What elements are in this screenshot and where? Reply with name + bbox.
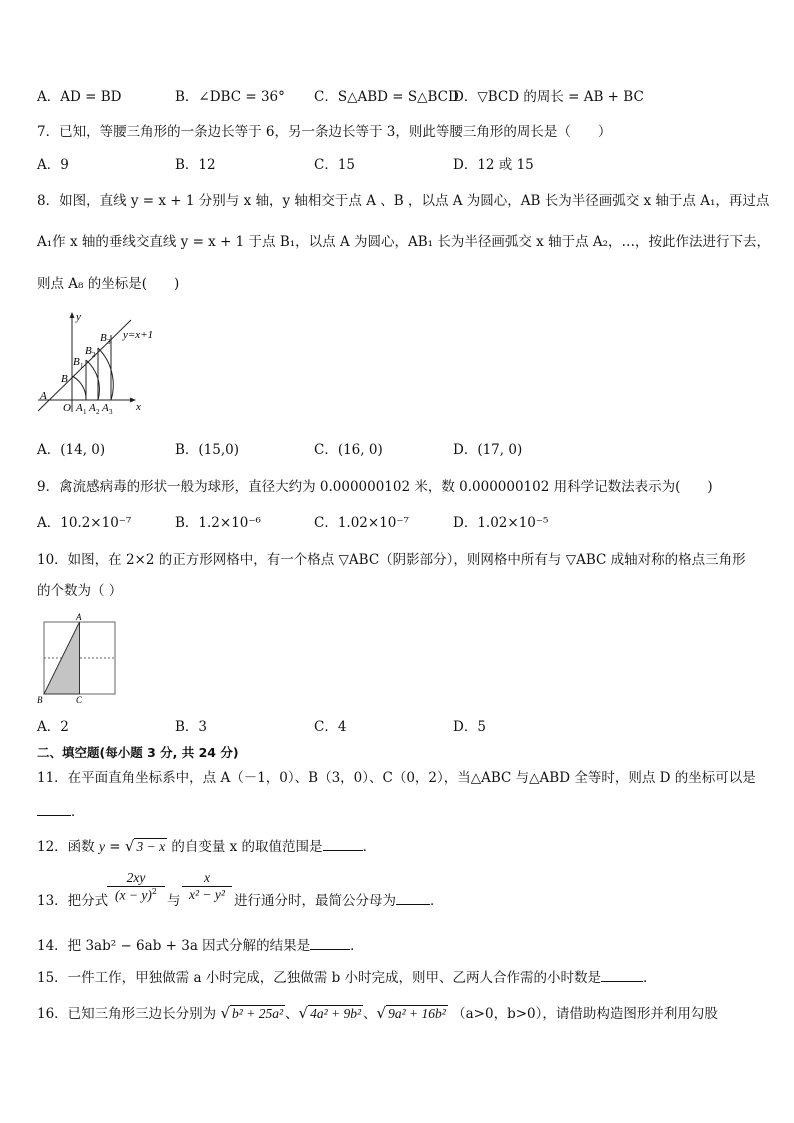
label-a1: A bbox=[76, 402, 83, 414]
q7-option-d[interactable]: D．12 或 15 bbox=[453, 157, 534, 173]
line-y-x-plus-1 bbox=[38, 320, 131, 411]
label-a2-sub: 2 bbox=[96, 408, 100, 416]
q9-option-d[interactable]: D．1.02×10⁻⁵ bbox=[453, 515, 549, 531]
q10-option-a[interactable]: A．2 bbox=[37, 719, 69, 735]
q13-frac1-den: (x − y) bbox=[115, 887, 152, 903]
label-y: y bbox=[76, 311, 81, 323]
q13-pre: 13．把分式 bbox=[37, 893, 109, 909]
arc-ab1-to-a2 bbox=[86, 360, 99, 400]
label-b3: B bbox=[100, 332, 107, 344]
q11-stem-line1: 11．在平面直角坐标系中，点 A（－1，0）、B（3，0）、C（0，2），当△ABC 与△ABD 全等时，则点 D 的坐标可以是 bbox=[37, 770, 756, 786]
label-a3: A bbox=[102, 402, 109, 414]
q10-figure bbox=[36, 610, 126, 708]
label-b3-sub: 3 bbox=[107, 338, 111, 346]
q9-option-a[interactable]: A．10.2×10⁻⁷ bbox=[37, 515, 132, 531]
q13-frac1 bbox=[107, 870, 165, 904]
q14-text: 14．把 3ab² − 6ab + 3a 因式分解的结果是 bbox=[37, 938, 311, 954]
q16-sep-2: 、 bbox=[363, 1006, 377, 1022]
q16-sep-1: 、 bbox=[285, 1006, 299, 1022]
q16-radicand-2: 4a² + 9b² bbox=[310, 1006, 362, 1021]
q10-option-b[interactable]: B．3 bbox=[175, 719, 208, 735]
q13-frac1-num: 2xy bbox=[107, 870, 165, 887]
label-x: x bbox=[136, 401, 141, 413]
q16-stem bbox=[37, 1004, 764, 1023]
label-a3-sub: 3 bbox=[109, 408, 113, 416]
label-a: A bbox=[40, 390, 47, 402]
q10-option-d[interactable]: D．5 bbox=[453, 719, 486, 735]
arc-ab-to-a1 bbox=[72, 376, 86, 400]
q13-post: 进行通分时，最简公分母为 bbox=[234, 893, 396, 909]
q10-option-c[interactable]: C．4 bbox=[314, 719, 347, 735]
label-a: A bbox=[76, 612, 82, 622]
q12-answer-blank[interactable] bbox=[323, 836, 363, 851]
q12-stem bbox=[37, 836, 764, 856]
q8-stem-line3: 则点 A₈ 的坐标是( ) bbox=[37, 276, 180, 292]
q12-end: ． bbox=[362, 839, 377, 855]
q12-eq: = bbox=[109, 839, 121, 855]
q13-end: ． bbox=[430, 893, 444, 909]
label-b1: B bbox=[73, 356, 80, 368]
q14-end: ． bbox=[350, 938, 364, 954]
q10-stem-line1: 10．如图，在 2×2 的正方形网格中，有一个格点 ▽ABC（阴影部分），则网格中所有与 ▽ABC 成轴对称的格点三角形 bbox=[37, 552, 746, 568]
q15-end: . bbox=[643, 970, 648, 986]
q8-option-b[interactable]: B．(15,0) bbox=[175, 442, 240, 458]
q16-sqrt-1: √ b² + 25a² bbox=[220, 1004, 284, 1022]
q12-sqrt: √ 3 − x bbox=[124, 837, 166, 855]
q13-frac2 bbox=[182, 870, 232, 903]
q6-option-d[interactable]: D．▽BCD 的周长 = AB + BC bbox=[453, 89, 644, 105]
q11-end: ． bbox=[71, 804, 85, 820]
q13-mid: 与 bbox=[167, 893, 181, 909]
q11-answer-blank[interactable] bbox=[37, 801, 71, 816]
q15-answer-blank[interactable] bbox=[601, 967, 643, 982]
label-c: C bbox=[76, 695, 83, 705]
q7-option-b[interactable]: B．12 bbox=[175, 157, 216, 173]
q13-answer-blank[interactable] bbox=[396, 890, 430, 905]
q8-option-a[interactable]: A．(14, 0) bbox=[37, 442, 106, 458]
q7-option-a[interactable]: A．9 bbox=[37, 157, 69, 173]
q9-option-b[interactable]: B．1.2×10⁻⁶ bbox=[175, 515, 261, 531]
q16-pre: 16．已知三角形三边长分别为 bbox=[37, 1006, 217, 1022]
y-axis-arrow bbox=[70, 312, 75, 318]
q7-stem: 7．已知，等腰三角形的一条边长等于 6，另一条边长等于 3，则此等腰三角形的周长是（ ） bbox=[37, 124, 612, 140]
q15-stem bbox=[37, 967, 764, 987]
q12-y: y bbox=[98, 839, 105, 854]
label-line: y=x+1 bbox=[123, 329, 154, 341]
q15-text: 15．一件工作，甲独做需 a 小时完成，乙独做需 b 小时完成，则甲、乙两人合作需的小时数是 bbox=[37, 970, 602, 986]
q13-stem bbox=[37, 870, 764, 910]
q8-option-c[interactable]: C．(16, 0) bbox=[314, 442, 383, 458]
q10-stem-line2: 的个数为（ ） bbox=[37, 583, 123, 599]
label-b: B bbox=[61, 373, 68, 385]
q6-option-c[interactable]: C．S△ABD = S△BCD bbox=[314, 89, 459, 105]
section-2-heading: 二、填空题(每小题 3 分, 共 24 分) bbox=[37, 745, 239, 760]
q7-option-c[interactable]: C．15 bbox=[314, 157, 356, 173]
q8-option-d[interactable]: D．(17, 0) bbox=[453, 442, 523, 458]
label-b: B bbox=[37, 695, 43, 705]
label-b1-sub: 1 bbox=[80, 362, 84, 370]
q9-option-c[interactable]: C．1.02×10⁻⁷ bbox=[314, 515, 409, 531]
q6-option-a[interactable]: A．AD = BD bbox=[37, 89, 122, 105]
q14-answer-blank[interactable] bbox=[310, 935, 350, 950]
label-a2: A bbox=[89, 402, 96, 414]
q16-radicand-1: b² + 25a² bbox=[232, 1006, 284, 1021]
q8-stem-line1: 8．如图，直线 y = x + 1 分别与 x 轴，y 轴相交于点 A 、B ，以点 A 为圆心，AB 长为半径画弧交 x 轴于点 A₁，再过点 bbox=[37, 193, 770, 209]
q16-sqrt-2: √ 4a² + 9b² bbox=[298, 1004, 362, 1022]
q14-stem bbox=[37, 935, 764, 955]
q12-pre: 12．函数 bbox=[37, 839, 95, 855]
q12-post: 的自变量 x 的取值范围是 bbox=[171, 839, 323, 855]
q13-post-wrap bbox=[234, 889, 444, 909]
q12-radicand: 3 − x bbox=[136, 839, 166, 854]
q9-stem: 9．禽流感病毒的形状一般为球形，直径大约为 0.000000102 米，数 0.000000102 用科学记数法表示为( ) bbox=[37, 479, 713, 495]
q13-frac2-num: x bbox=[182, 870, 232, 887]
q8-stem-line2: A₁作 x 轴的垂线交直线 y = x + 1 于点 B₁，以点 A 为圆心，AB₁ 长为半径画弧交 x 轴于点 A₂，…，按此作法进行下去， bbox=[37, 234, 771, 250]
label-b2: B bbox=[85, 345, 92, 357]
q6-option-b[interactable]: B．∠DBC = 36° bbox=[175, 89, 285, 105]
label-b2-sub: 2 bbox=[92, 351, 96, 359]
label-o: O bbox=[63, 402, 71, 414]
q13-frac1-exp: 2 bbox=[151, 887, 157, 896]
q16-sqrt-3: √ 9a² + 16b² bbox=[376, 1004, 446, 1022]
q11-stem-line2 bbox=[37, 801, 764, 821]
label-a1-sub: 1 bbox=[83, 408, 87, 416]
q16-post: （a>0，b>0），请借助构造图形并利用勾股 bbox=[452, 1006, 718, 1022]
q16-radicand-3: 9a² + 16b² bbox=[388, 1006, 446, 1021]
q8-figure bbox=[36, 308, 176, 418]
q13-frac2-den: x² − y² bbox=[189, 887, 225, 902]
